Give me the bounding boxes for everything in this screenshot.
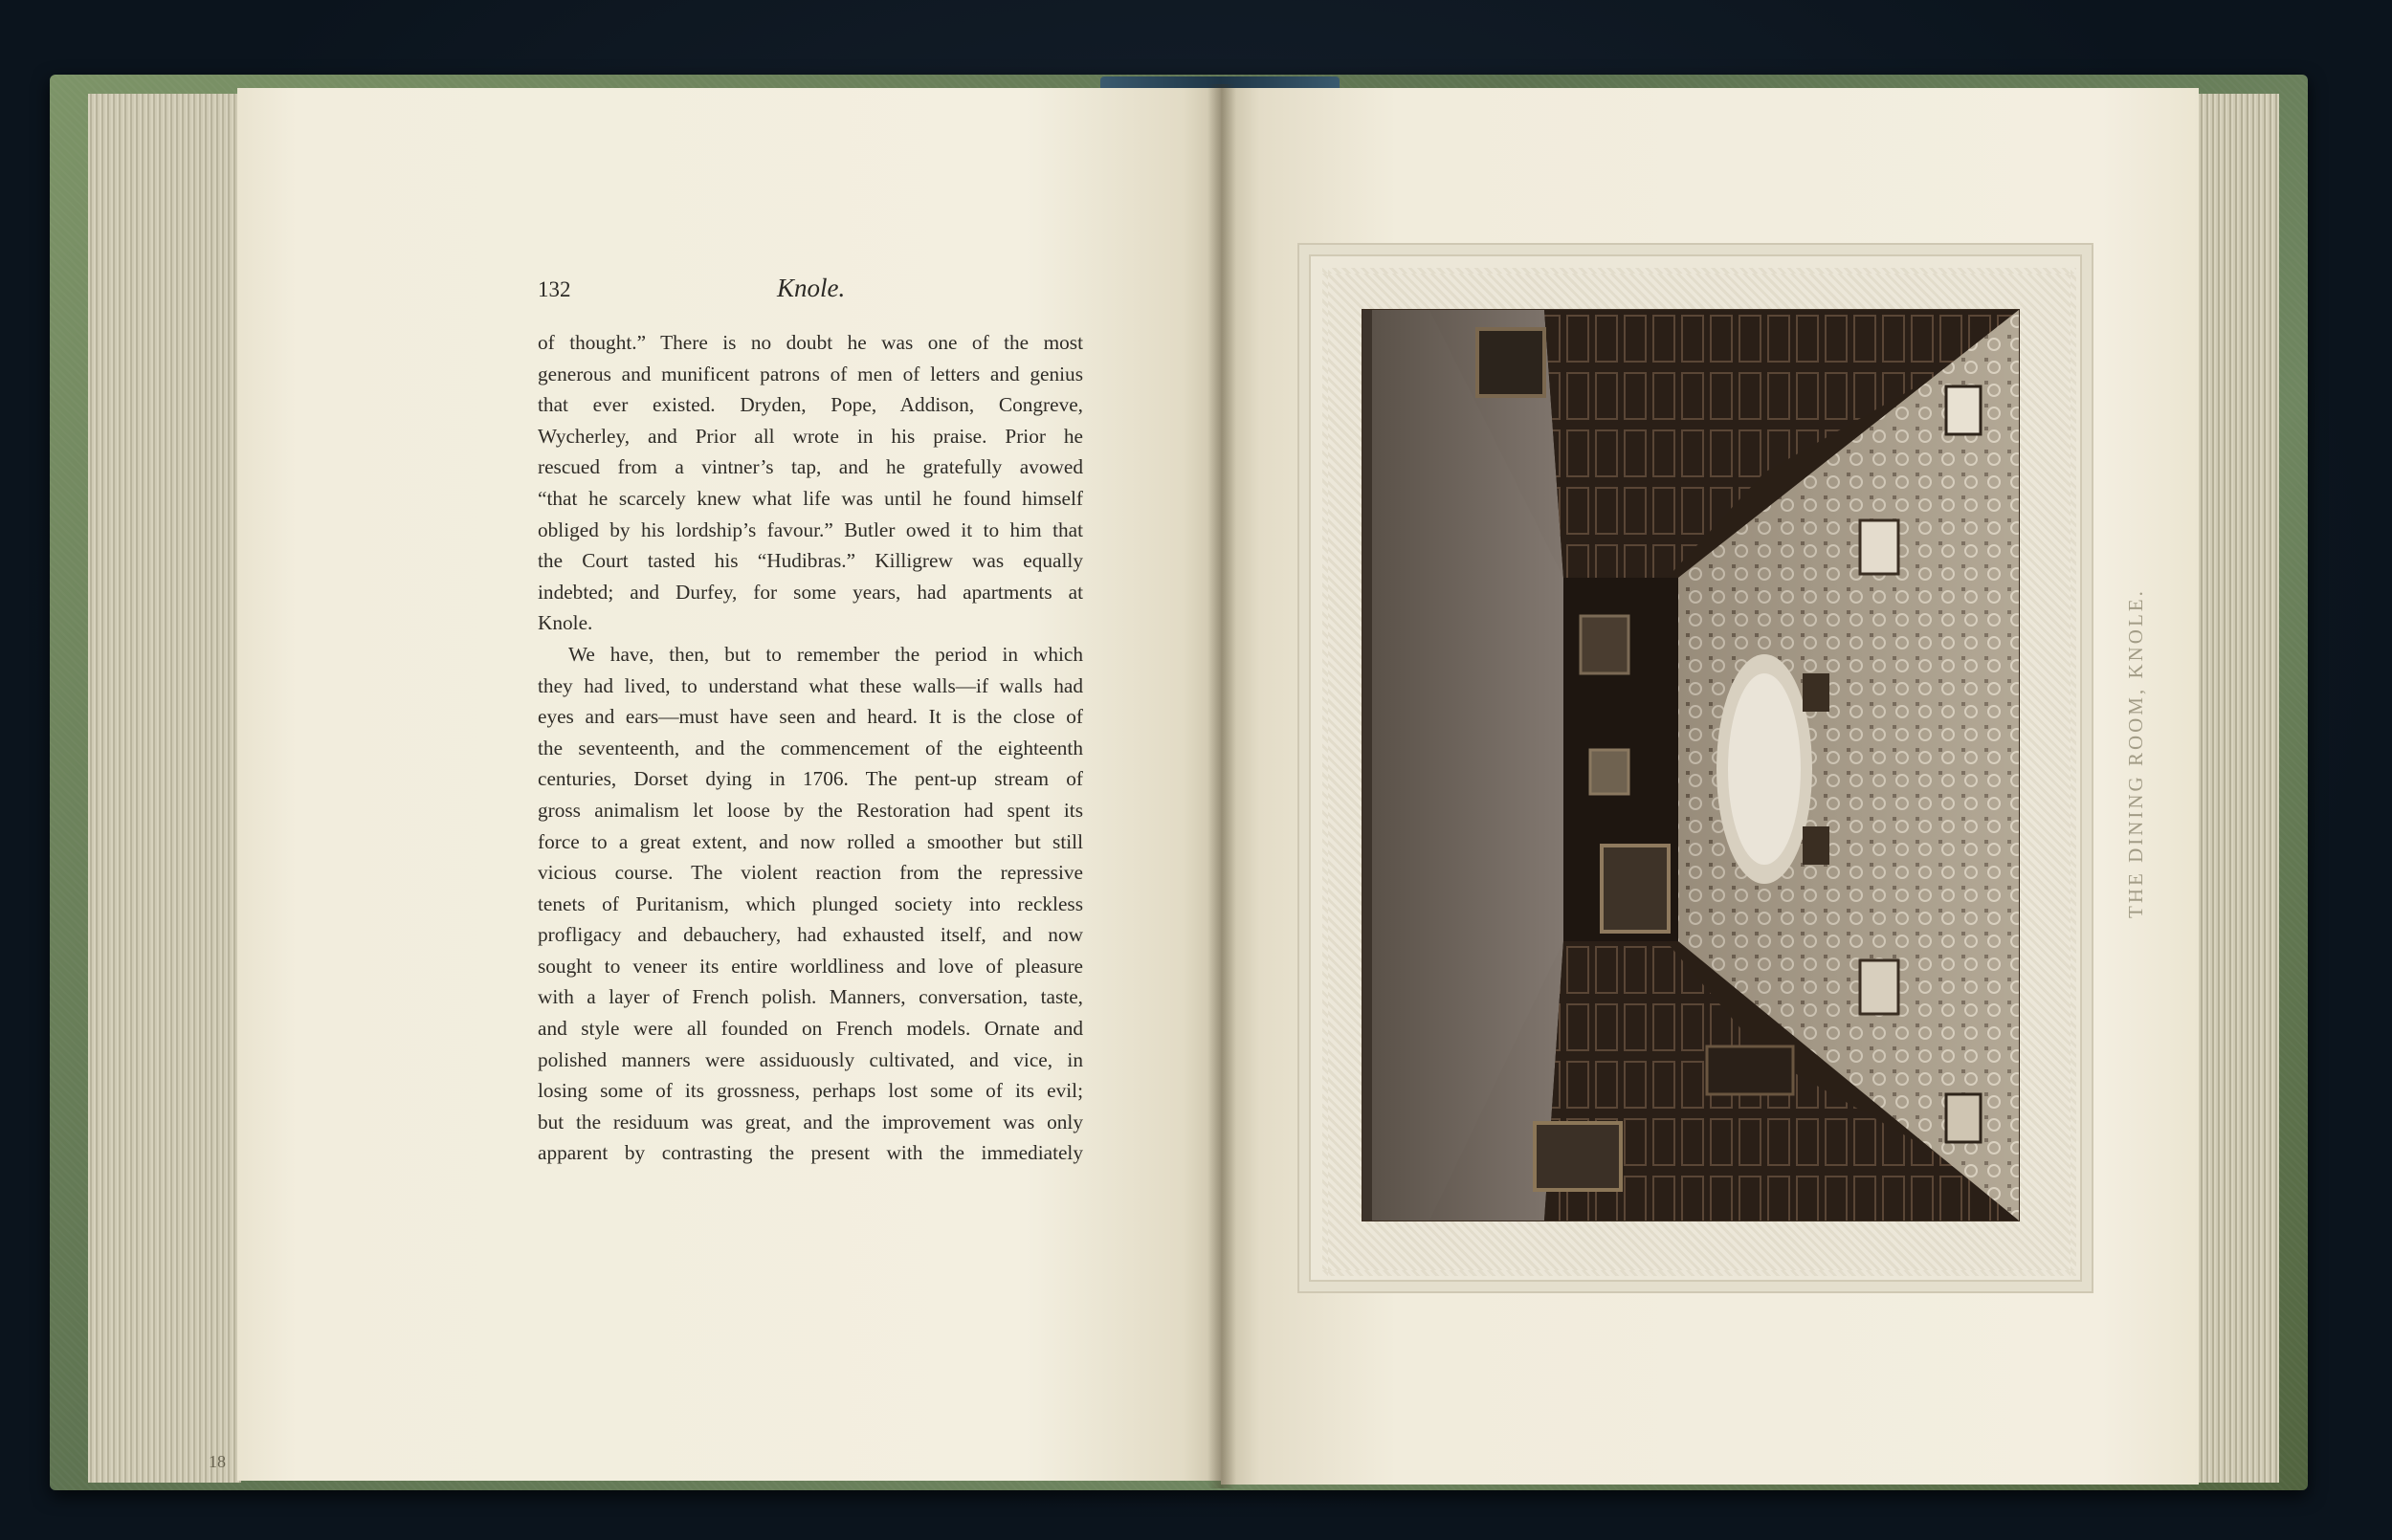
text-line: obliged by his lordship’s favour.” Butler owed it to him that (538, 517, 1083, 541)
text-line: “that he scarcely knew what life was until he found himself (538, 486, 1083, 510)
running-title: Knole. (777, 274, 846, 302)
text-line: indebted; and Durfey, for some years, had apartments at (538, 580, 1083, 604)
painting-far (1581, 616, 1628, 673)
dining-room-photograph (1362, 310, 2019, 1221)
chair-upholstered (1860, 520, 1898, 574)
side-table (1707, 1046, 1793, 1094)
tablecloth (1728, 673, 1801, 865)
text-line: polished manners were assiduously cultivated, and vice, in (538, 1047, 1083, 1071)
chair-upholstered (1946, 1094, 1981, 1142)
text-line: vicious course. The violent reaction from the repressive (538, 861, 1083, 885)
text-line: but the residuum was great, and the improvement was only (538, 1110, 1083, 1133)
text-line: We have, then, but to remember the period in which (568, 642, 1083, 666)
painting-top (1477, 329, 1544, 396)
text-line: generous and munificent patrons of men of letters and genius (538, 362, 1083, 385)
text-line: centuries, Dorset dying in 1706. The pent-up stream of (538, 767, 1083, 791)
page-edges-left (88, 94, 241, 1483)
painting-far-2 (1590, 750, 1628, 794)
chair-upholstered (1860, 960, 1898, 1014)
ceiling (1372, 310, 1563, 1221)
text-line: the seventeenth, and the commencement of the eighteenth (538, 736, 1083, 759)
text-line: that ever existed. Dryden, Pope, Addison, Congreve, (538, 393, 1083, 417)
text-line: Knole. (538, 611, 593, 635)
edge-mark: 18 (209, 1452, 226, 1471)
body-text (538, 327, 1083, 1169)
text-line: and style were all founded on French models. Ornate and (538, 1017, 1083, 1041)
text-line: gross animalism let loose by the Restoration had spent its (538, 798, 1083, 822)
text-line: they had lived, to understand what these walls—if walls had (538, 673, 1083, 697)
text-line: force to a great extent, and now rolled a smoother but still (538, 829, 1083, 853)
text-line: the Court tasted his “Hudibras.” Killigrew was equally (538, 549, 1083, 573)
chair-upholstered (1946, 386, 1981, 434)
text-line: rescued from a vintner’s tap, and he gratefully avowed (538, 455, 1083, 479)
chair (1803, 673, 1829, 712)
text-line: of thought.” There is no doubt he was one of the most (538, 331, 1083, 354)
text-line: with a layer of French polish. Manners, conversation, taste, (538, 985, 1083, 1009)
text-line: Wycherley, and Prior all wrote in his praise. Prior he (538, 424, 1083, 448)
photograph-drawing (1362, 310, 2019, 1221)
gutter-shadow (1207, 84, 1236, 1488)
text-line: profligacy and debauchery, had exhausted itself, and now (538, 923, 1083, 947)
text-line: tenets of Puritanism, which plunged society into reckless (538, 891, 1083, 915)
page-edges-right (2193, 94, 2279, 1483)
painting-wall (1602, 846, 1669, 932)
text-line: eyes and ears—must have seen and heard. It is the close of (538, 705, 1083, 729)
plate-caption: THE DINING ROOM, KNOLE. (2124, 588, 2147, 918)
chair (1803, 826, 1829, 865)
text-line: apparent by contrasting the present with the immediately (538, 1141, 1083, 1165)
text-line: sought to veneer its entire worldliness and love of pleasure (538, 954, 1083, 978)
text-line: losing some of its grossness, perhaps lost some of its evil; (538, 1079, 1083, 1103)
page-number: 132 (538, 277, 571, 301)
page-header (538, 274, 1083, 312)
painting-bottom (1535, 1123, 1621, 1190)
